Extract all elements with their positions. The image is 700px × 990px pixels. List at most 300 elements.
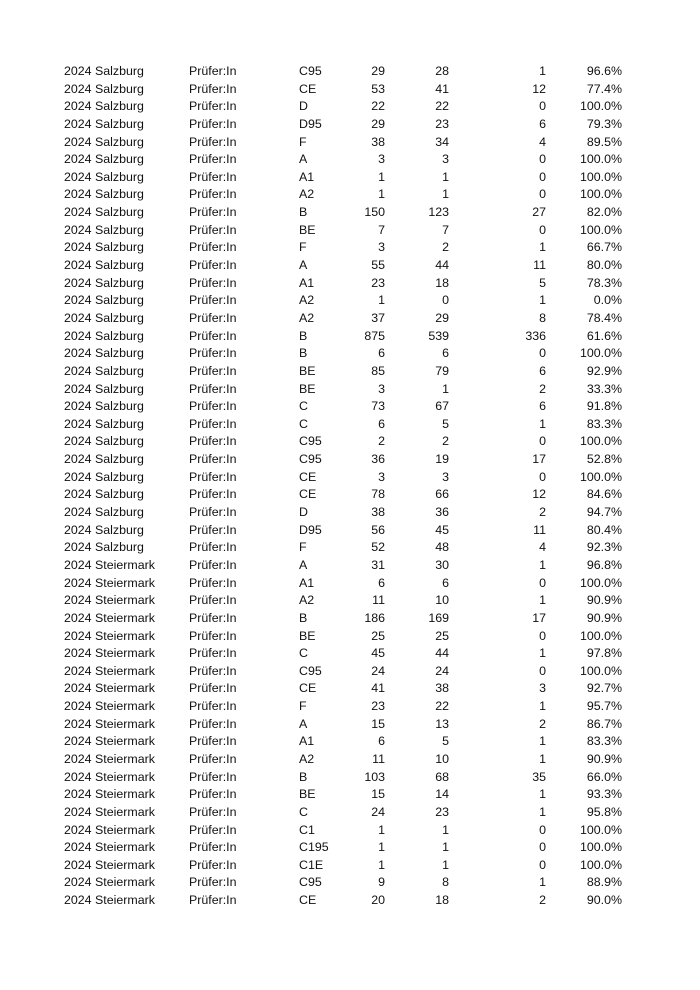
passed-count-cell: 48	[435, 540, 449, 555]
license-class-cell: C95	[299, 875, 322, 890]
passed-count-cell: 10	[435, 593, 449, 608]
role-cell: Prüfer:In	[189, 169, 237, 184]
total-count-cell: 186	[364, 610, 385, 625]
total-count-cell: 38	[371, 134, 385, 149]
region-cell: 2024 Salzburg	[64, 222, 144, 237]
license-class-cell: A	[299, 258, 308, 273]
table-row	[0, 610, 700, 628]
passed-count-cell: 24	[435, 663, 449, 678]
license-class-cell: CE	[299, 469, 317, 484]
pass-rate-cell: 90.9%	[586, 593, 622, 608]
failed-count-cell: 2	[539, 716, 546, 731]
region-cell: 2024 Steiermark	[64, 822, 155, 837]
pass-rate-cell: 100.0%	[579, 469, 622, 484]
failed-count-cell: 0	[539, 346, 546, 361]
spreadsheet-table	[0, 63, 700, 910]
total-count-cell: 85	[371, 363, 385, 378]
role-cell: Prüfer:In	[189, 716, 237, 731]
passed-count-cell: 45	[435, 522, 449, 537]
passed-count-cell: 7	[442, 222, 449, 237]
total-count-cell: 1	[378, 187, 385, 202]
table-row	[0, 222, 700, 240]
passed-count-cell: 1	[442, 187, 449, 202]
pass-rate-cell: 100.0%	[579, 346, 622, 361]
pass-rate-cell: 83.3%	[586, 416, 622, 431]
region-cell: 2024 Salzburg	[64, 452, 144, 467]
pass-rate-cell: 66.7%	[586, 240, 622, 255]
failed-count-cell: 1	[539, 646, 546, 661]
table-row	[0, 874, 700, 892]
total-count-cell: 2	[378, 434, 385, 449]
region-cell: 2024 Salzburg	[64, 522, 144, 537]
failed-count-cell: 4	[539, 540, 546, 555]
failed-count-cell: 0	[539, 434, 546, 449]
region-cell: 2024 Salzburg	[64, 64, 144, 78]
failed-count-cell: 0	[539, 152, 546, 167]
role-cell: Prüfer:In	[189, 522, 237, 537]
region-cell: 2024 Salzburg	[64, 169, 144, 184]
failed-count-cell: 0	[539, 857, 546, 872]
license-class-cell: A2	[299, 187, 315, 202]
role-cell: Prüfer:In	[189, 363, 237, 378]
passed-count-cell: 6	[442, 346, 449, 361]
total-count-cell: 73	[371, 399, 385, 414]
failed-count-cell: 17	[532, 610, 546, 625]
pass-rate-cell: 100.0%	[579, 663, 622, 678]
failed-count-cell: 0	[539, 469, 546, 484]
license-class-cell: C	[299, 416, 308, 431]
total-count-cell: 3	[378, 240, 385, 255]
failed-count-cell: 1	[539, 64, 546, 78]
total-count-cell: 29	[371, 116, 385, 131]
pass-rate-cell: 79.3%	[586, 116, 622, 131]
failed-count-cell: 0	[539, 663, 546, 678]
pass-rate-cell: 77.4%	[586, 81, 622, 96]
role-cell: Prüfer:In	[189, 787, 237, 802]
passed-count-cell: 2	[442, 434, 449, 449]
passed-count-cell: 1	[442, 840, 449, 855]
failed-count-cell: 1	[539, 416, 546, 431]
table-row	[0, 292, 700, 310]
license-class-cell: A2	[299, 310, 315, 325]
pass-rate-cell: 33.3%	[586, 381, 622, 396]
license-class-cell: C95	[299, 452, 322, 467]
license-class-cell: C95	[299, 434, 322, 449]
region-cell: 2024 Steiermark	[64, 646, 155, 661]
total-count-cell: 25	[371, 628, 385, 643]
table-row	[0, 81, 700, 99]
table-row	[0, 522, 700, 540]
pass-rate-cell: 94.7%	[586, 505, 622, 520]
pass-rate-cell: 96.6%	[586, 64, 622, 78]
total-count-cell: 23	[371, 275, 385, 290]
region-cell: 2024 Steiermark	[64, 610, 155, 625]
license-class-cell: A2	[299, 593, 315, 608]
license-class-cell: D	[299, 99, 308, 114]
total-count-cell: 23	[371, 699, 385, 714]
passed-count-cell: 44	[435, 646, 449, 661]
pass-rate-cell: 66.0%	[586, 769, 622, 784]
pass-rate-cell: 83.3%	[586, 734, 622, 749]
failed-count-cell: 1	[539, 751, 546, 766]
table-row	[0, 716, 700, 734]
region-cell: 2024 Steiermark	[64, 769, 155, 784]
passed-count-cell: 3	[442, 469, 449, 484]
role-cell: Prüfer:In	[189, 328, 237, 343]
role-cell: Prüfer:In	[189, 81, 237, 96]
table-row	[0, 63, 700, 81]
table-row	[0, 451, 700, 469]
table-row	[0, 575, 700, 593]
license-class-cell: A1	[299, 169, 315, 184]
region-cell: 2024 Salzburg	[64, 487, 144, 502]
role-cell: Prüfer:In	[189, 751, 237, 766]
license-class-cell: A2	[299, 751, 315, 766]
role-cell: Prüfer:In	[189, 416, 237, 431]
failed-count-cell: 0	[539, 187, 546, 202]
role-cell: Prüfer:In	[189, 769, 237, 784]
region-cell: 2024 Salzburg	[64, 346, 144, 361]
failed-count-cell: 336	[525, 328, 546, 343]
table-row	[0, 134, 700, 152]
table-row	[0, 469, 700, 487]
role-cell: Prüfer:In	[189, 734, 237, 749]
table-row	[0, 398, 700, 416]
pass-rate-cell: 100.0%	[579, 857, 622, 872]
failed-count-cell: 0	[539, 575, 546, 590]
table-row	[0, 769, 700, 787]
passed-count-cell: 66	[435, 487, 449, 502]
pass-rate-cell: 61.6%	[586, 328, 622, 343]
total-count-cell: 45	[371, 646, 385, 661]
total-count-cell: 29	[371, 64, 385, 78]
failed-count-cell: 1	[539, 293, 546, 308]
license-class-cell: C95	[299, 64, 322, 78]
failed-count-cell: 0	[539, 628, 546, 643]
pass-rate-cell: 100.0%	[579, 434, 622, 449]
failed-count-cell: 0	[539, 222, 546, 237]
license-class-cell: CE	[299, 487, 317, 502]
region-cell: 2024 Steiermark	[64, 840, 155, 855]
passed-count-cell: 0	[442, 293, 449, 308]
region-cell: 2024 Salzburg	[64, 363, 144, 378]
table-row	[0, 557, 700, 575]
passed-count-cell: 1	[442, 857, 449, 872]
total-count-cell: 6	[378, 346, 385, 361]
pass-rate-cell: 92.9%	[586, 363, 622, 378]
failed-count-cell: 6	[539, 399, 546, 414]
failed-count-cell: 6	[539, 116, 546, 131]
role-cell: Prüfer:In	[189, 275, 237, 290]
pass-rate-cell: 100.0%	[579, 628, 622, 643]
pass-rate-cell: 90.0%	[586, 893, 622, 908]
license-class-cell: BE	[299, 222, 316, 237]
license-class-cell: C	[299, 804, 308, 819]
pass-rate-cell: 78.3%	[586, 275, 622, 290]
region-cell: 2024 Steiermark	[64, 557, 155, 572]
region-cell: 2024 Salzburg	[64, 416, 144, 431]
pass-rate-cell: 92.7%	[586, 681, 622, 696]
failed-count-cell: 2	[539, 381, 546, 396]
failed-count-cell: 12	[532, 487, 546, 502]
license-class-cell: BE	[299, 628, 316, 643]
pass-rate-cell: 86.7%	[586, 716, 622, 731]
license-class-cell: F	[299, 240, 307, 255]
failed-count-cell: 4	[539, 134, 546, 149]
passed-count-cell: 14	[435, 787, 449, 802]
region-cell: 2024 Steiermark	[64, 699, 155, 714]
table-row	[0, 257, 700, 275]
table-row	[0, 486, 700, 504]
failed-count-cell: 11	[533, 258, 546, 273]
pass-rate-cell: 100.0%	[579, 840, 622, 855]
pass-rate-cell: 100.0%	[579, 822, 622, 837]
role-cell: Prüfer:In	[189, 434, 237, 449]
license-class-cell: A2	[299, 293, 315, 308]
license-class-cell: A	[299, 152, 308, 167]
role-cell: Prüfer:In	[189, 593, 237, 608]
pass-rate-cell: 52.8%	[586, 452, 622, 467]
role-cell: Prüfer:In	[189, 258, 237, 273]
failed-count-cell: 0	[539, 840, 546, 855]
pass-rate-cell: 92.3%	[586, 540, 622, 555]
total-count-cell: 36	[371, 452, 385, 467]
failed-count-cell: 5	[539, 275, 546, 290]
table-row	[0, 645, 700, 663]
failed-count-cell: 0	[539, 99, 546, 114]
passed-count-cell: 8	[442, 875, 449, 890]
total-count-cell: 56	[371, 522, 385, 537]
region-cell: 2024 Salzburg	[64, 187, 144, 202]
role-cell: Prüfer:In	[189, 346, 237, 361]
role-cell: Prüfer:In	[189, 628, 237, 643]
total-count-cell: 1	[378, 169, 385, 184]
total-count-cell: 875	[364, 328, 385, 343]
role-cell: Prüfer:In	[189, 399, 237, 414]
pass-rate-cell: 88.9%	[586, 875, 622, 890]
license-class-cell: A1	[299, 575, 315, 590]
failed-count-cell: 17	[532, 452, 546, 467]
region-cell: 2024 Salzburg	[64, 505, 144, 520]
total-count-cell: 1	[378, 293, 385, 308]
license-class-cell: CE	[299, 681, 317, 696]
total-count-cell: 52	[371, 540, 385, 555]
passed-count-cell: 10	[435, 751, 449, 766]
pass-rate-cell: 82.0%	[586, 205, 622, 220]
pass-rate-cell: 96.8%	[586, 557, 622, 572]
table-row	[0, 204, 700, 222]
license-class-cell: D95	[299, 116, 322, 131]
table-row	[0, 733, 700, 751]
passed-count-cell: 25	[435, 628, 449, 643]
total-count-cell: 38	[371, 505, 385, 520]
failed-count-cell: 1	[539, 557, 546, 572]
pass-rate-cell: 100.0%	[579, 169, 622, 184]
failed-count-cell: 35	[532, 769, 546, 784]
table-row	[0, 169, 700, 187]
total-count-cell: 20	[371, 893, 385, 908]
total-count-cell: 150	[364, 205, 385, 220]
region-cell: 2024 Salzburg	[64, 134, 144, 149]
region-cell: 2024 Salzburg	[64, 293, 144, 308]
passed-count-cell: 19	[435, 452, 449, 467]
total-count-cell: 6	[378, 734, 385, 749]
passed-count-cell: 44	[435, 258, 449, 273]
region-cell: 2024 Salzburg	[64, 434, 144, 449]
license-class-cell: BE	[299, 381, 316, 396]
pass-rate-cell: 100.0%	[579, 99, 622, 114]
table-row	[0, 116, 700, 134]
role-cell: Prüfer:In	[189, 310, 237, 325]
passed-count-cell: 22	[435, 99, 449, 114]
region-cell: 2024 Salzburg	[64, 310, 144, 325]
table-row	[0, 822, 700, 840]
license-class-cell: C1	[299, 822, 315, 837]
total-count-cell: 3	[378, 381, 385, 396]
total-count-cell: 22	[371, 99, 385, 114]
total-count-cell: 24	[371, 804, 385, 819]
license-class-cell: CE	[299, 81, 317, 96]
region-cell: 2024 Steiermark	[64, 893, 155, 908]
license-class-cell: D95	[299, 522, 322, 537]
passed-count-cell: 5	[442, 734, 449, 749]
license-class-cell: B	[299, 346, 308, 361]
license-class-cell: B	[299, 769, 308, 784]
passed-count-cell: 6	[442, 575, 449, 590]
pass-rate-cell: 100.0%	[579, 222, 622, 237]
role-cell: Prüfer:In	[189, 64, 237, 78]
failed-count-cell: 0	[539, 169, 546, 184]
total-count-cell: 1	[378, 822, 385, 837]
role-cell: Prüfer:In	[189, 822, 237, 837]
total-count-cell: 53	[371, 81, 385, 96]
license-class-cell: A	[299, 716, 308, 731]
passed-count-cell: 67	[435, 399, 449, 414]
pass-rate-cell: 89.5%	[586, 134, 622, 149]
pass-rate-cell: 90.9%	[586, 610, 622, 625]
region-cell: 2024 Salzburg	[64, 275, 144, 290]
role-cell: Prüfer:In	[189, 152, 237, 167]
license-class-cell: F	[299, 134, 307, 149]
total-count-cell: 3	[378, 152, 385, 167]
role-cell: Prüfer:In	[189, 646, 237, 661]
total-count-cell: 11	[372, 593, 385, 608]
failed-count-cell: 2	[539, 893, 546, 908]
total-count-cell: 37	[371, 310, 385, 325]
total-count-cell: 6	[378, 416, 385, 431]
license-class-cell: F	[299, 540, 307, 555]
region-cell: 2024 Salzburg	[64, 81, 144, 96]
region-cell: 2024 Salzburg	[64, 240, 144, 255]
passed-count-cell: 29	[435, 310, 449, 325]
role-cell: Prüfer:In	[189, 99, 237, 114]
table-row	[0, 751, 700, 769]
pass-rate-cell: 100.0%	[579, 187, 622, 202]
license-class-cell: D	[299, 505, 308, 520]
pass-rate-cell: 84.6%	[586, 487, 622, 502]
passed-count-cell: 22	[435, 699, 449, 714]
failed-count-cell: 1	[539, 875, 546, 890]
role-cell: Prüfer:In	[189, 452, 237, 467]
pass-rate-cell: 97.8%	[586, 646, 622, 661]
table-row	[0, 328, 700, 346]
total-count-cell: 3	[378, 469, 385, 484]
failed-count-cell: 0	[539, 822, 546, 837]
total-count-cell: 31	[371, 557, 385, 572]
failed-count-cell: 1	[539, 734, 546, 749]
table-row	[0, 786, 700, 804]
region-cell: 2024 Salzburg	[64, 381, 144, 396]
failed-count-cell: 1	[539, 804, 546, 819]
passed-count-cell: 36	[435, 505, 449, 520]
total-count-cell: 55	[371, 258, 385, 273]
pass-rate-cell: 80.0%	[586, 258, 622, 273]
total-count-cell: 7	[378, 222, 385, 237]
region-cell: 2024 Salzburg	[64, 258, 144, 273]
region-cell: 2024 Steiermark	[64, 804, 155, 819]
table-row	[0, 663, 700, 681]
passed-count-cell: 539	[428, 328, 449, 343]
total-count-cell: 24	[371, 663, 385, 678]
passed-count-cell: 18	[435, 275, 449, 290]
total-count-cell: 1	[378, 857, 385, 872]
role-cell: Prüfer:In	[189, 293, 237, 308]
region-cell: 2024 Steiermark	[64, 681, 155, 696]
role-cell: Prüfer:In	[189, 681, 237, 696]
passed-count-cell: 38	[435, 681, 449, 696]
role-cell: Prüfer:In	[189, 540, 237, 555]
failed-count-cell: 1	[539, 593, 546, 608]
role-cell: Prüfer:In	[189, 840, 237, 855]
role-cell: Prüfer:In	[189, 381, 237, 396]
region-cell: 2024 Steiermark	[64, 857, 155, 872]
license-class-cell: B	[299, 205, 308, 220]
license-class-cell: F	[299, 699, 307, 714]
pass-rate-cell: 93.3%	[586, 787, 622, 802]
passed-count-cell: 68	[435, 769, 449, 784]
passed-count-cell: 30	[435, 557, 449, 572]
failed-count-cell: 1	[539, 787, 546, 802]
role-cell: Prüfer:In	[189, 187, 237, 202]
license-class-cell: BE	[299, 363, 316, 378]
table-row	[0, 381, 700, 399]
table-row	[0, 416, 700, 434]
region-cell: 2024 Salzburg	[64, 328, 144, 343]
failed-count-cell: 1	[539, 699, 546, 714]
role-cell: Prüfer:In	[189, 116, 237, 131]
role-cell: Prüfer:In	[189, 469, 237, 484]
region-cell: 2024 Steiermark	[64, 875, 155, 890]
pass-rate-cell: 80.4%	[586, 522, 622, 537]
role-cell: Prüfer:In	[189, 505, 237, 520]
license-class-cell: C195	[299, 840, 329, 855]
passed-count-cell: 1	[442, 381, 449, 396]
pass-rate-cell: 90.9%	[586, 751, 622, 766]
total-count-cell: 78	[371, 487, 385, 502]
license-class-cell: A1	[299, 734, 315, 749]
table-row	[0, 504, 700, 522]
table-row	[0, 539, 700, 557]
table-row	[0, 275, 700, 293]
region-cell: 2024 Steiermark	[64, 628, 155, 643]
failed-count-cell: 8	[539, 310, 546, 325]
passed-count-cell: 28	[435, 64, 449, 78]
passed-count-cell: 1	[442, 169, 449, 184]
region-cell: 2024 Salzburg	[64, 116, 144, 131]
license-class-cell: C1E	[299, 857, 324, 872]
pass-rate-cell: 91.8%	[586, 399, 622, 414]
role-cell: Prüfer:In	[189, 610, 237, 625]
